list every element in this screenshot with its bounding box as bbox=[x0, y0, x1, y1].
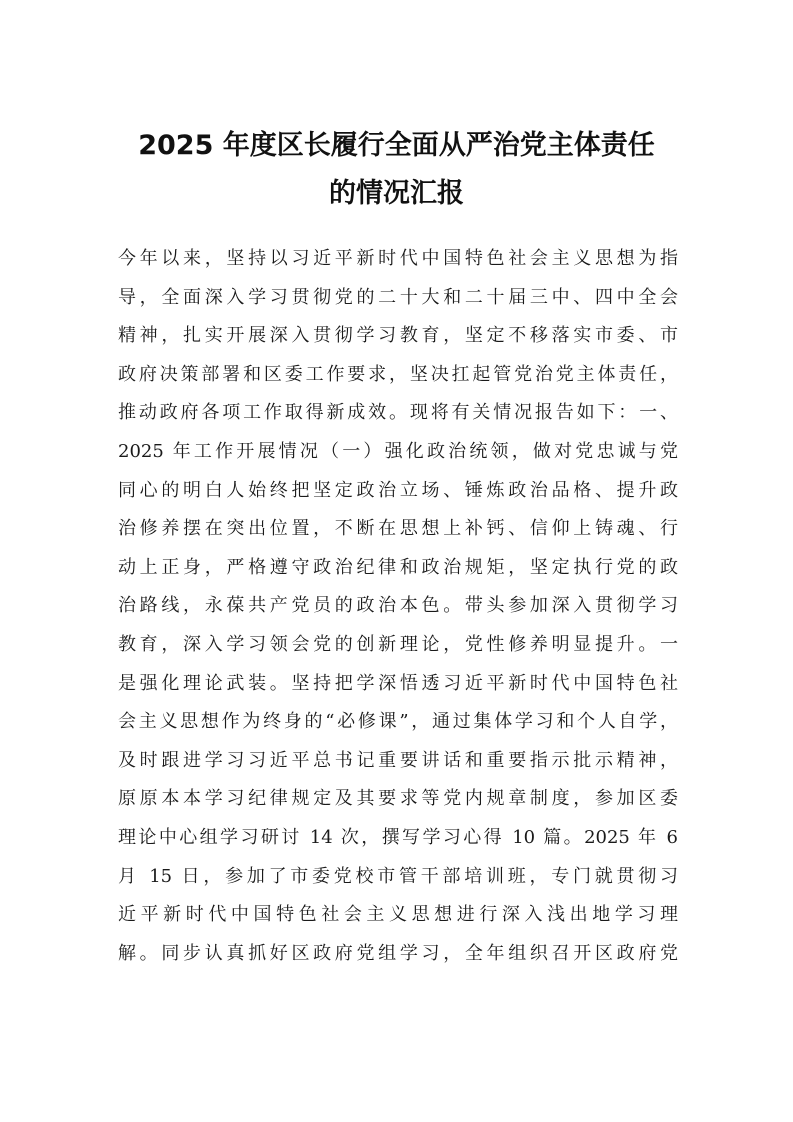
document-title-line-2: 的情况汇报 bbox=[329, 178, 464, 209]
body-line: 精神，扎实开展深入贯彻学习教育，坚定不移落实市委、市 bbox=[118, 325, 678, 347]
body-line: 2025 年工作开展情况（一）强化政治统领，做对党忠诚与党 bbox=[118, 440, 678, 462]
body-line: 月 15 日，参加了市委党校市管干部培训班，专门就贯彻习 bbox=[118, 865, 678, 887]
body-line: 近平新时代中国特色社会主义思想进行深入浅出地学习理 bbox=[118, 904, 678, 926]
body-line: 会主义思想作为终身的“必修课”，通过集体学习和个人自学， bbox=[118, 711, 678, 733]
body-line: 是强化理论武装。坚持把学深悟透习近平新时代中国特色社 bbox=[118, 672, 678, 694]
body-line: 治路线，永葆共产党员的政治本色。带头参加深入贯彻学习 bbox=[118, 595, 678, 617]
body-line: 解。同步认真抓好区政府党组学习，全年组织召开区政府党 bbox=[118, 942, 678, 964]
body-line: 治修养摆在突出位置，不断在思想上补钙、信仰上铸魂、行 bbox=[118, 518, 678, 540]
body-line: 政府决策部署和区委工作要求，坚决扛起管党治党主体责任， bbox=[118, 363, 678, 385]
body-line: 推动政府各项工作取得新成效。现将有关情况报告如下：一、 bbox=[118, 402, 678, 424]
body-line: 原原本本学习纪律规定及其要求等党内规章制度，参加区委 bbox=[118, 788, 678, 810]
body-line: 今年以来，坚持以习近平新时代中国特色社会主义思想为指 bbox=[118, 248, 678, 269]
body-line: 导，全面深入学习贯彻党的二十大和二十届三中、四中全会 bbox=[118, 286, 678, 308]
body-line: 同心的明白人始终把坚定政治立场、锤炼政治品格、提升政 bbox=[118, 479, 678, 501]
document-title-line-1: 2025 年度区长履行全面从严治党主体责任 bbox=[138, 130, 655, 161]
document-body bbox=[118, 240, 678, 973]
body-line: 教育，深入学习领会党的创新理论，党性修养明显提升。一 bbox=[118, 633, 678, 655]
body-line: 理论中心组学习研讨 14 次，撰写学习心得 10 篇。2025 年 6 bbox=[118, 826, 678, 848]
body-line: 动上正身，严格遵守政治纪律和政治规矩，坚定执行党的政 bbox=[118, 556, 678, 578]
body-line: 及时跟进学习习近平总书记重要讲话和重要指示批示精神， bbox=[118, 749, 678, 771]
